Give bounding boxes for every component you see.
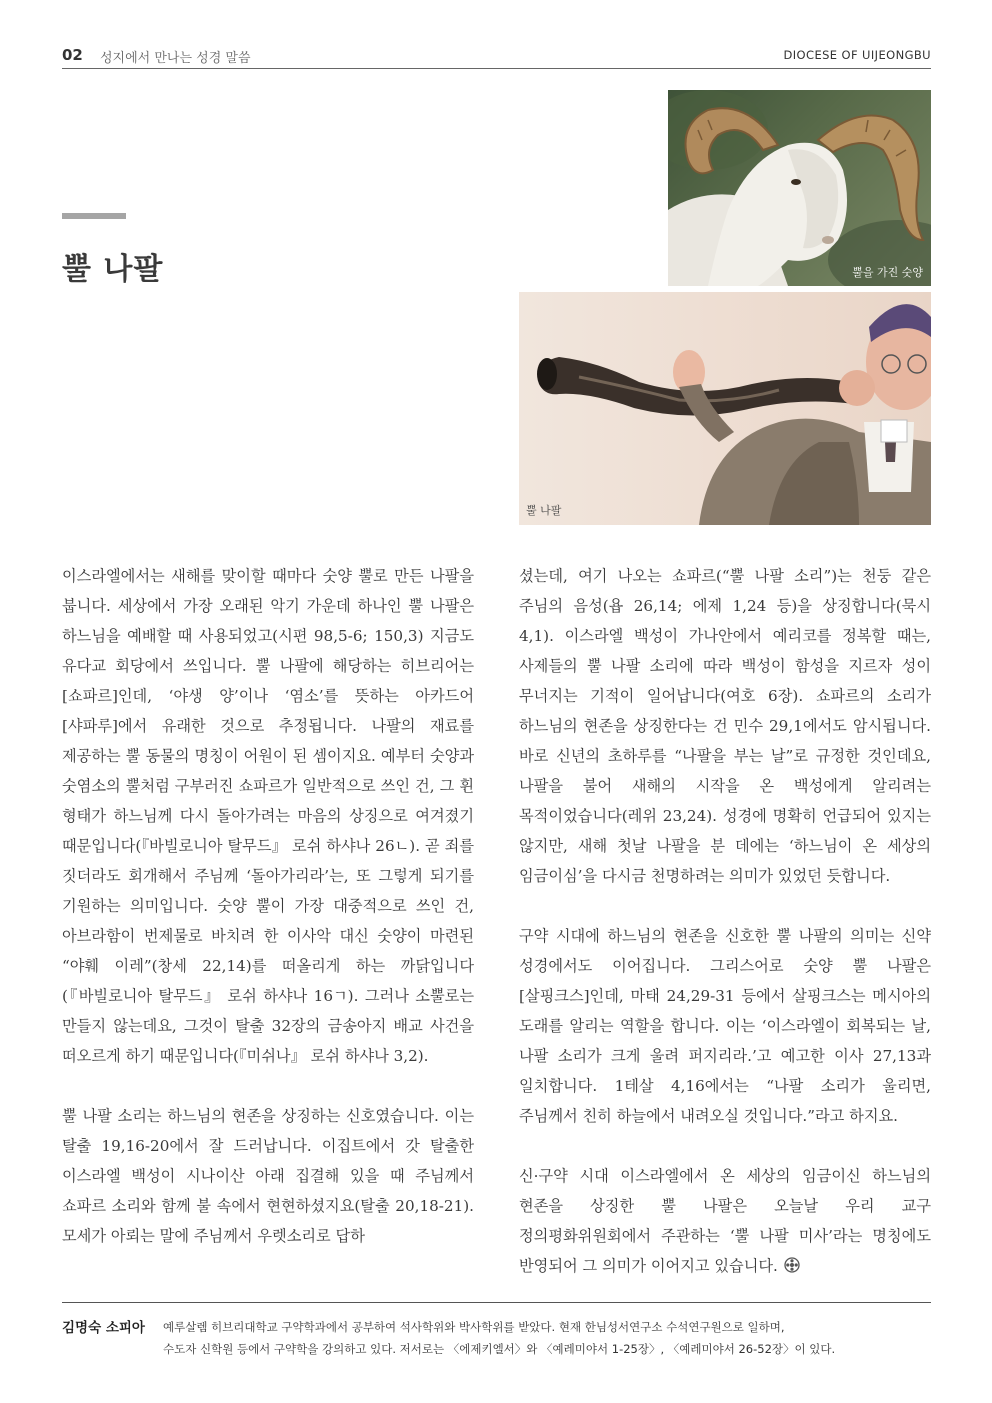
ram-photo: [668, 90, 931, 286]
body-paragraph-last: [519, 1161, 931, 1281]
ram-photo-caption: 뿔을 가진 숫양: [852, 266, 923, 279]
author-bio-line: 수도자 신학원 등에서 구약학을 강의하고 있다. 저서로는 〈에제키엘서〉와 〈예레미야서 1-25장〉, 〈예레미야서 26-52장〉이 있다.: [163, 1342, 836, 1356]
end-mark-icon: [784, 1257, 800, 1273]
body-paragraph: 셨는데, 여기 나오는 쇼파르(“뿔 나팔 소리”)는 천둥 같은 주님의 음성(욥 26,14; 에제 1,24 등)을 상징합니다(묵시 4,1). 이스라엘 백성이 가나안에서 예리코를 정복할 때는, 사제들의 뿔 나팔 소리에 따라 백성이 함성을 지르자 성이 무너지는 기적이 일어납니다(여호 6장). 쇼파르의 소리가 하느님의 현존을 상징한다는 건 민수 29,1에서도 암시됩니다. 바로 신년의 초하루를 “나팔을 부는 날”로 규정한 것인데요, 나팔을 불어 새해의 시작을 온 백성에게 알리려는 목적이었습니다(레위 23,24). 성경에 명확히 언급되어 있지는 않지만, 새해 첫날 나팔을 분 데에는 ‘하느님이 온 세상의 임금이심’을 다시금 천명하려는 의미가 있었던 듯합니다.: [519, 567, 931, 885]
page-header: [62, 42, 931, 69]
author-bio-line: 예루살렘 히브리대학교 구약학과에서 공부하여 석사학위와 박사학위를 받았다. 현재 한님성서연구소 수석연구원으로 일하며,: [163, 1320, 785, 1334]
title-accent-bar: [62, 213, 126, 219]
author-bio: [163, 1316, 931, 1360]
ram-illustration: [668, 90, 931, 286]
page-number: 02: [62, 46, 83, 64]
footer-divider: [62, 1302, 931, 1303]
body-paragraph-text: 신·구약 시대 이스라엘에서 온 세상의 임금이신 하느님의 현존을 상징한 뿔 나팔은 오늘날 우리 교구 정의평화위원회에서 주관하는 ‘뿔 나팔 미사’라는 명칭에도 반영되어 그 의미가 이어지고 있습니다.: [519, 1167, 931, 1275]
shofar-photo-caption: 뿔 나팔: [526, 504, 562, 517]
article-title: 뿔 나팔: [62, 252, 164, 287]
author-name: 김명숙 소피아: [62, 1320, 145, 1336]
body-paragraph: 이스라엘에서는 새해를 맞이할 때마다 숫양 뿔로 만든 나팔을 붑니다. 세상에서 가장 오래된 악기 가운데 하나인 뿔 나팔은 하느님을 예배할 때 사용되었고(시편 98,5-6; 150,3) 지금도 유다교 회당에서 쓰입니다. 뿔 나팔에 해당하는 히브리어는 [쇼파르]인데, ‘야생 양’이나 ‘염소’를 뜻하는 아카드어 [샤파루]에서 유래한 것으로 추정됩니다. 나팔의 재료를 제공하는 뿔 동물의 명칭이 어원이 된 셈이지요. 예부터 숫양과 숫염소의 뿔처럼 구부러진 쇼파르가 일반적으로 쓰인 건, 그 휜 형태가 하느님께 다시 돌아가려는 마음의 상징으로 여겨졌기 때문입니다(『바빌로니아 탈무드』 로쉬 하샤나 26ㄴ). 곧 죄를 짓더라도 회개해서 주님께 ‘돌아가리라’는, 또 그렇게 되기를 기원하는 의미입니다. 숫양 뿔이 가장 대중적으로 쓰인 건, 아브라함이 번제물로 바치려 한 이사악 대신 숫양이 마련된 “야훼 이레”(창세 22,14)를 떠올리게 하는 까닭입니다(『바빌로니아 탈무드』 로쉬 하샤나 16ㄱ). 그러나 소뿔로는 만들지 않는데요, 그것이 탈출 32장의 금송아지 배교 사건을 떠오르게 하기 때문입니다(『미쉬나』 로쉬 하샤나 3,2).: [62, 567, 474, 1065]
body-right-column: [519, 561, 931, 1281]
section-title: 성지에서 만나는 성경 말씀: [100, 51, 251, 66]
shofar-illustration: [519, 292, 931, 525]
body-left-column: [62, 561, 474, 1251]
publisher-name: DIOCESE OF UIJEONGBU: [783, 48, 931, 62]
body-paragraph: 뿔 나팔 소리는 하느님의 현존을 상징하는 신호였습니다. 이는 탈출 19,16-20에서 잘 드러납니다. 이집트에서 갓 탈출한 이스라엘 백성이 시나이산 아래 집결해 있을 때 주님께서 쇼파르 소리와 함께 불 속에서 현현하셨지요(탈출 20,18-21). 모세가 아뢰는 말에 주님께서 우렛소리로 답하: [62, 1107, 474, 1245]
shofar-photo: [519, 292, 931, 525]
body-paragraph: 구약 시대에 하느님의 현존을 신호한 뿔 나팔의 의미는 신약 성경에서도 이어집니다. 그리스어로 숫양 뿔 나팔은 [살핑크스]인데, 마태 24,29-31 등에서 살핑크스는 메시아의 도래를 알리는 역할을 합니다. 이는 ‘이스라엘이 회복되는 날, 나팔 소리가 크게 울려 퍼지리라.’고 예고한 이사 27,13과 일치합니다. 1테살 4,16에서는 “나팔 소리가 울리면, 주님께서 친히 하늘에서 내려오실 것입니다.”라고 하지요.: [519, 927, 931, 1125]
